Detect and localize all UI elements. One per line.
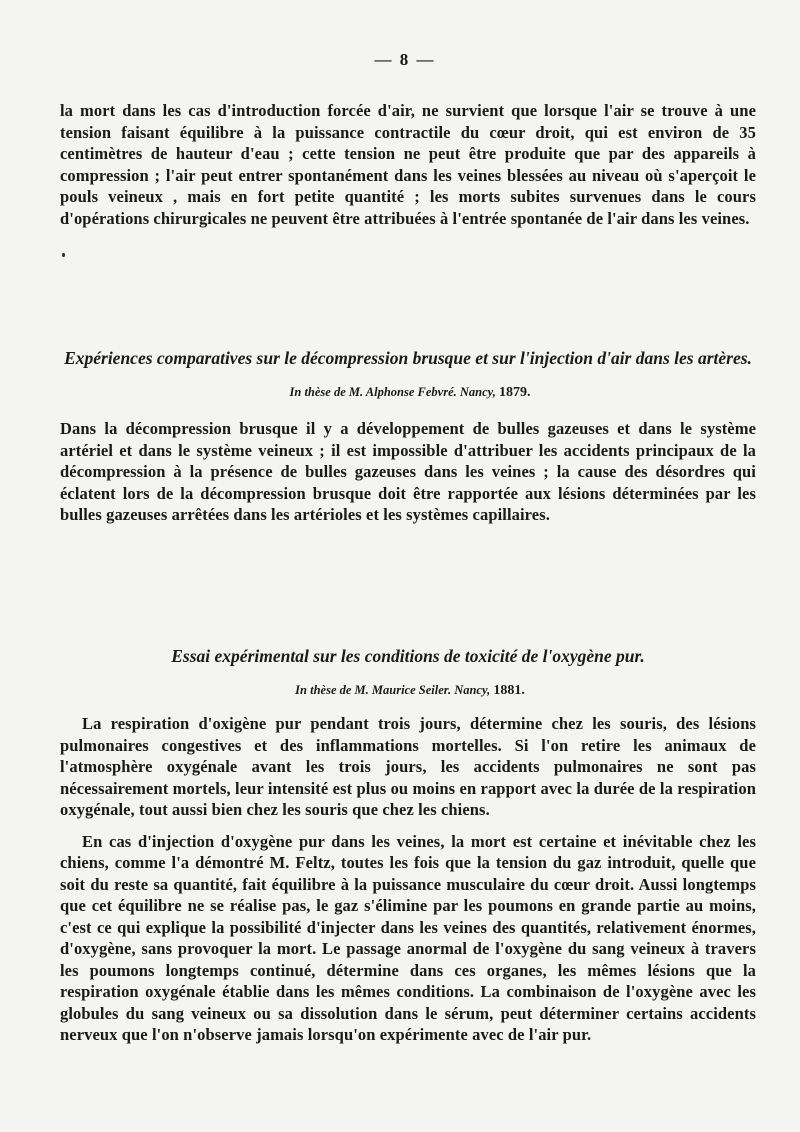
ink-speck (62, 253, 65, 257)
section1-source-year: 1879. (499, 385, 531, 400)
section2-title: Essai expérimental sur les conditions de toxicité de l'oxygène pur. (171, 646, 645, 666)
page-number: — 8 — (374, 50, 436, 69)
section2-paragraph-2: En cas d'injection d'oxygène pur dans les veines, la mort est certaine et inévitable chez les chiens, comme l'a démontré M. Feltz, toutes les fois que la tension du gaz introduit, quelle que soit du reste sa quantité, fait équilibre à la puissance musculaire du cœur droit. Aussi longtemps que cet équilibre ne se réalise pas, le gaz s'élimine par les poumons en grande partie au moins, c'est ce qui explique la possibilité d'injecter dans les veines des quantités, relativement énormes, d'oxygène, sans provoquer la mort. Le passage anormal de l'oxygène du sang veineux à travers les poumons longtemps continué, détermine dans ces organes, les mêmes lésions que la respiration oxygénale établie dans les mêmes conditions. La combinaison de l'oxygène avec les globules du sang veineux ou sa dissolution dans le sérum, peut déterminer certains accidents nerveux que l'on n'observe jamais lorsqu'on expérimente avec de l'air pur. (60, 831, 756, 1044)
section1-source-prefix: In thèse de M. Alphonse Febvré. Nancy, (289, 385, 496, 399)
section1-source (60, 385, 760, 401)
section1-title: Expériences comparatives sur le décompression brusque et sur l'injection d'air dans les artères. (64, 348, 752, 368)
section2-paragraph-1: La respiration d'oxigène pur pendant trois jours, détermine chez les souris, des lésions pulmonaires congestives et des inflammations mortelles. Si l'on retire les animaux de l'atmosphère oxygénale avant les trois jours, les accidents pulmonaires ne sont pas nécessairement mortels, leur intensité est plus ou moins en rapport avec la durée de la respiration oxygénale, tout aussi bien chez les souris que chez les chiens. (60, 714, 756, 819)
section2-block (60, 713, 756, 1046)
section2-source (60, 683, 760, 699)
section2-source-year: 1881. (493, 683, 525, 698)
section2-source-prefix: In thèse de M. Maurice Seiler. Nancy, (295, 683, 491, 697)
intro-block (60, 100, 756, 229)
intro-paragraph: la mort dans les cas d'introduction forcée d'air, ne survient que lorsque l'air se trouve à une tension faisant équilibre à la puissance contractile du cœur droit, qui est environ de 35 centimètres de hauteur d'eau ; cette tension ne peut être produite que par des appareils à compression ; l'air peut entrer spontanément dans les veines blessées au niveau où s'aperçoit le pouls veineux , mais en fort petite quantité ; les morts subites survenues dans le cours d'opérations chirurgicales ne peuvent être attribuées à l'entrée spontanée de l'air dans les veines. (60, 101, 756, 228)
section1-paragraph: Dans la décompression brusque il y a développement de bulles gazeuses et dans le système artériel et dans le système veineux ; il est impossible d'attribuer les accidents principaux de la décompression à la présence de bulles gazeuses dans les veines ; la cause des désordres qui éclatent lors de la décompression brusque doit être rapportée aux lésions déterminées par les bulles gazeuses arrêtées dans les artérioles et les systèmes capillaires. (60, 419, 756, 524)
section1-block (60, 418, 756, 526)
